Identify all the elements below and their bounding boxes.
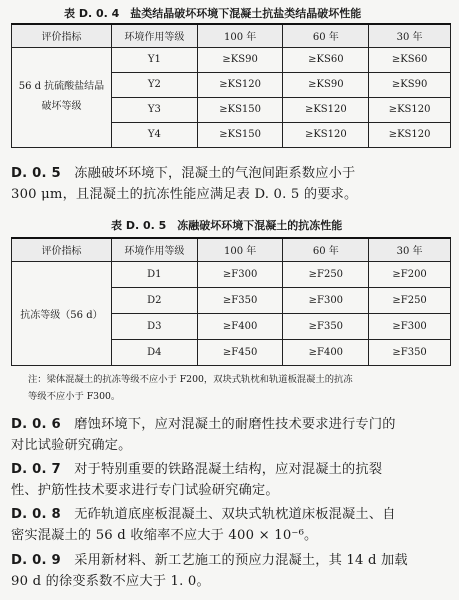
- clause-d09-line2: 90 d 的徐变系数不应大于 1. 0。: [11, 574, 210, 589]
- table1-cell-30: ≥KS120: [369, 97, 451, 122]
- clause-d07-line2: 性、护筋性技术要求进行专门试验研究确定。: [11, 483, 279, 498]
- table1-caption: 表 D. 0. 4 盐类结晶破坏环境下混凝土抗盐类结晶破坏性能: [64, 7, 362, 20]
- table1-cell-level: Y2: [111, 72, 197, 97]
- table1-cell-100: ≥KS90: [197, 47, 283, 72]
- clause-d08-number: D. 0. 8: [11, 507, 61, 522]
- table1-row-label-line2: 破坏等级: [41, 101, 82, 112]
- clause-d06-line2: 对比试验研究确定。: [11, 438, 132, 453]
- table2-cell-100: ≥F300: [197, 261, 283, 287]
- table1-row-label-line1: 56 d 抗硫酸盐结晶: [18, 81, 105, 92]
- table2-cell-60: ≥F400: [283, 339, 369, 365]
- clause-d05-number: D. 0. 5: [11, 166, 61, 181]
- clause-d09-line1: 采用新材料、新工艺施工的预应力混凝土，其 14 d 加载: [74, 553, 408, 568]
- clause-d07-number: D. 0. 7: [11, 462, 61, 477]
- table1-header-60: 60 年: [283, 24, 369, 47]
- table1-cell-100: ≥KS150: [197, 122, 283, 147]
- table1-header-indicator: 评价指标: [12, 24, 112, 47]
- clause-d05: [11, 163, 357, 205]
- table2-cell-30: ≥F200: [369, 261, 451, 287]
- table2-note-line2: 等级不应小于 F300。: [28, 391, 121, 402]
- table2-cell-60: ≥F250: [283, 261, 369, 287]
- table2-cell-100: ≥F350: [197, 287, 283, 313]
- table2-header-100: 100 年: [197, 238, 283, 261]
- clause-d07: [11, 459, 382, 501]
- table1-row-label: [12, 47, 112, 147]
- table2-header-60: 60 年: [283, 238, 369, 261]
- clause-d08-line1: 无砟轨道底座板混凝土、双块式轨枕道床板混凝土、自: [74, 507, 396, 522]
- table2-cell-60: ≥F350: [283, 313, 369, 339]
- clause-d05-line1: 冻融破坏环境下，混凝土的气泡间距系数应小于: [74, 166, 356, 181]
- table2-header-indicator: 评价指标: [12, 238, 112, 261]
- table2-caption: 表 D. 0. 5 冻融破坏环境下混凝土的抗冻性能: [111, 219, 343, 232]
- table-row: [12, 47, 451, 72]
- table1-cell-60: ≥KS120: [283, 122, 369, 147]
- table1-cell-60: ≥KS60: [283, 47, 369, 72]
- table1-cell-30: ≥KS90: [369, 72, 451, 97]
- clause-d07-line1: 对于特别重要的铁路混凝土结构，应对混凝土的抗裂: [74, 462, 383, 477]
- table2-cell-100: ≥F400: [197, 313, 283, 339]
- clause-d09: [11, 550, 408, 592]
- table2-cell-30: ≥F250: [369, 287, 451, 313]
- table2-cell-level: D3: [111, 313, 197, 339]
- clause-d08-line2: 密实混凝土的 56 d 收缩率不应大于 400 × 10⁻⁶。: [11, 528, 318, 543]
- clause-d06-line1: 磨蚀环境下，应对混凝土的耐磨性技术要求进行专门的: [74, 417, 396, 432]
- clause-d08: [11, 504, 396, 546]
- table2-row-label: 抗冻等级（56 d）: [12, 261, 112, 365]
- table1-cell-level: Y4: [111, 122, 197, 147]
- table1-cell-30: ≥KS120: [369, 122, 451, 147]
- table2-cell-level: D2: [111, 287, 197, 313]
- table2-cell-30: ≥F350: [369, 339, 451, 365]
- clause-d09-number: D. 0. 9: [11, 553, 61, 568]
- table2-note-line1: 注：梁体混凝土的抗冻等级不应小于 F200，双块式轨枕和轨道板混凝土的抗冻: [28, 374, 353, 385]
- table1: [11, 23, 451, 148]
- table2-note: [28, 371, 353, 405]
- table1-header-30: 30 年: [369, 24, 451, 47]
- table1-header-level: 环境作用等级: [111, 24, 197, 47]
- table1-cell-30: ≥KS60: [369, 47, 451, 72]
- table1-cell-level: Y3: [111, 97, 197, 122]
- clause-d05-line2: 300 μm，且混凝土的抗冻性能应满足表 D. 0. 5 的要求。: [11, 187, 358, 202]
- table2-cell-100: ≥F450: [197, 339, 283, 365]
- table2: [11, 237, 451, 366]
- table1-cell-100: ≥KS150: [197, 97, 283, 122]
- table2-cell-30: ≥F300: [369, 313, 451, 339]
- clause-d06-number: D. 0. 6: [11, 417, 61, 432]
- table2-cell-level: D1: [111, 261, 197, 287]
- table2-header-level: 环境作用等级: [111, 238, 197, 261]
- table1-cell-level: Y1: [111, 47, 197, 72]
- table2-cell-level: D4: [111, 339, 197, 365]
- table1-header-100: 100 年: [197, 24, 283, 47]
- table1-cell-100: ≥KS120: [197, 72, 283, 97]
- table1-cell-60: ≥KS120: [283, 97, 369, 122]
- table2-header-30: 30 年: [369, 238, 451, 261]
- clause-d06: [11, 414, 396, 456]
- table1-cell-60: ≥KS90: [283, 72, 369, 97]
- table2-cell-60: ≥F300: [283, 287, 369, 313]
- table-row: [12, 261, 451, 287]
